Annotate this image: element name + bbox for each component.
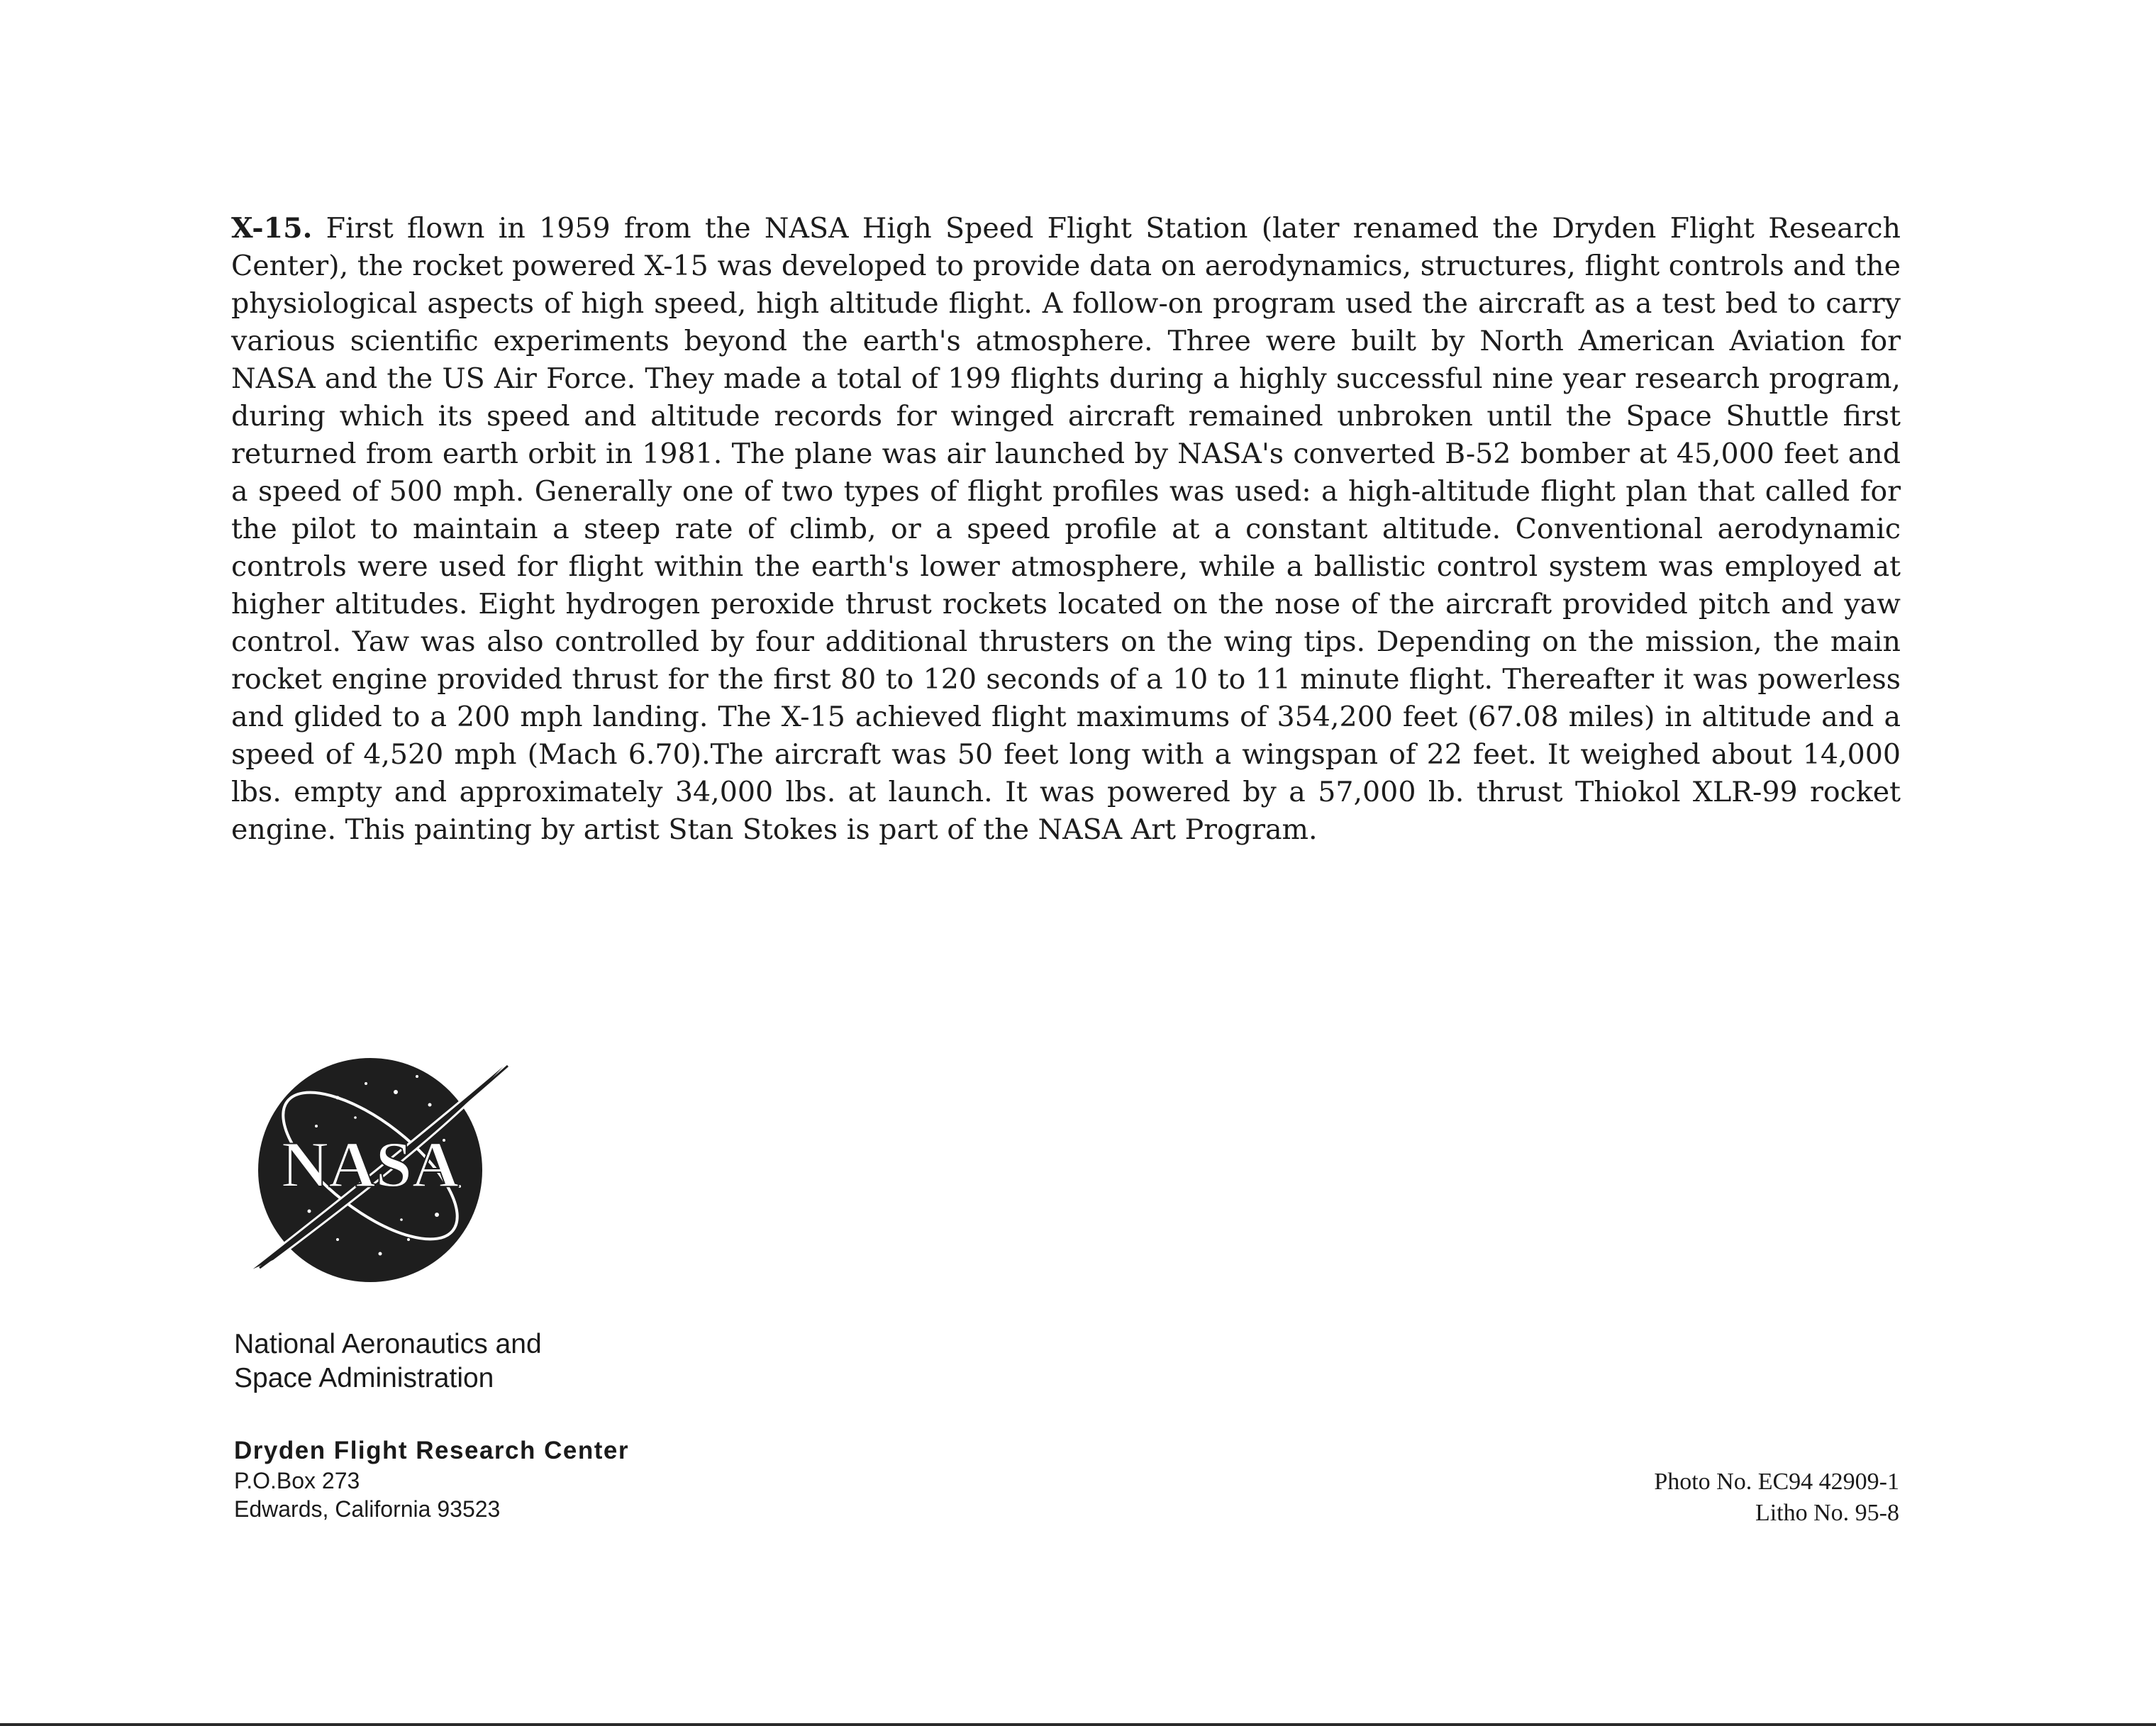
agency-line-2: Space Administration: [234, 1363, 494, 1393]
center-address: [234, 1435, 629, 1523]
nasa-logo-text: NASA: [281, 1128, 460, 1201]
photo-number: Photo No. EC94 42909-1: [1654, 1469, 1899, 1495]
nasa-meatball-logo: [231, 1034, 529, 1289]
center-city: Edwards, California 93523: [234, 1496, 501, 1522]
agency-name: [234, 1327, 542, 1396]
description-paragraph: [231, 210, 1901, 849]
litho-number: Litho No. 95-8: [1755, 1500, 1899, 1526]
center-name: Dryden Flight Research Center: [234, 1437, 629, 1464]
description-body: First flown in 1959 from the NASA High Speed Flight Station (later renamed the Dryden Flight Research Center), the rocket powered X-15 was developed to provide data on aerodynamics, structures, flight controls and the physiological aspects of high speed, high altitude flight. A follow-on program used the aircraft as a test bed to carry various scientific experiments beyond the earth's atmosphere. Three were built by North American Aviation for NASA and the US Air Force. They made a total of 199 flights during a highly successful nine year research program, during which its speed and altitude records for winged aircraft remained unbroken until the Space Shuttle first returned from earth orbit in 1981. The plane was air launched by NASA's converted B-52 bomber at 45,000 feet and a speed of 500 mph. Generally one of two types of flight profiles was used: a high-altitude flight plan that called for the pilot to maintain a steep rate of climb, or a speed profile at a constant altitude. Conventional aerodynamic controls were used for flight within the earth's lower atmosphere, while a ballistic control system was employed at higher altitudes. Eight hydrogen peroxide thrust rockets located on the nose of the aircraft provided pitch and yaw control. Yaw was also controlled by four additional thrusters on the wing tips. Depending on the mission, the main rocket engine provided thrust for the first 80 to 120 seconds of a 10 to 11 minute flight. Thereafter it was powerless and glided to a 200 mph landing. The X-15 achieved flight maximums of 354,200 feet (67.08 miles) in altitude and a speed of 4,520 mph (Mach 6.70).The aircraft was 50 feet long with a wingspan of 22 feet. It weighed about 14,000 lbs. empty and approximately 34,000 lbs. at launch. It was powered by a 57,000 lb. thrust Thiokol XLR-99 rocket engine. This painting by artist Stan Stokes is part of the NASA Art Program.: [231, 212, 1901, 846]
agency-line-1: National Aeronautics and: [234, 1329, 542, 1359]
photo-info: [1654, 1466, 1899, 1529]
page-bottom-edge: [0, 1723, 2156, 1726]
description-lead: X-15.: [231, 212, 313, 245]
center-po-box: P.O.Box 273: [234, 1468, 360, 1493]
